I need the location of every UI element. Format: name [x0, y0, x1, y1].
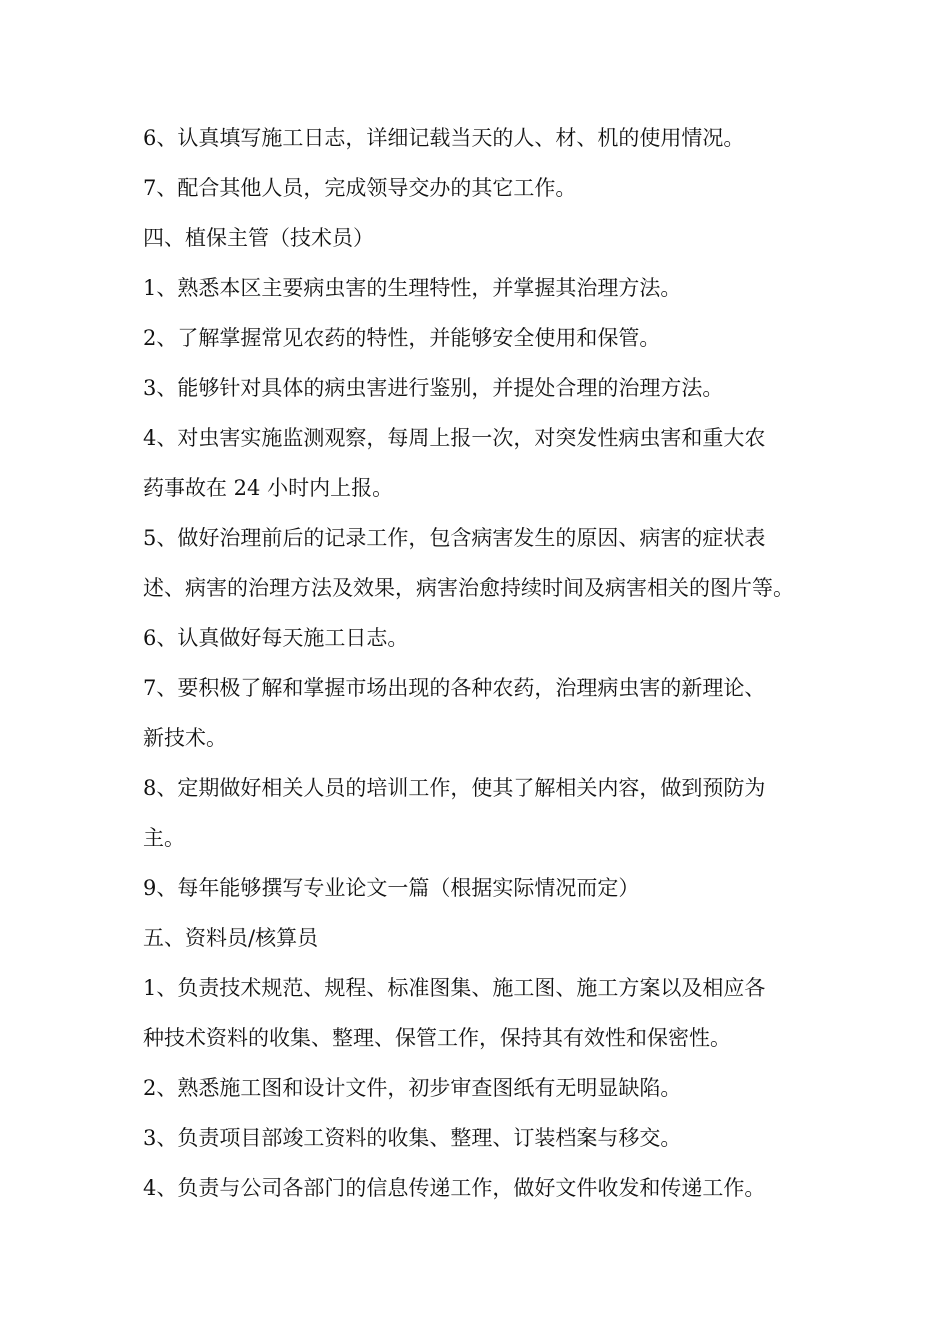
body-line: 1、熟悉本区主要病虫害的生理特性，并掌握其治理方法。	[143, 276, 682, 300]
body-line: 2、熟悉施工图和设计文件，初步审查图纸有无明显缺陷。	[143, 1076, 682, 1100]
body-line: 4、对虫害实施监测观察，每周上报一次，对突发性病虫害和重大农	[143, 426, 766, 450]
body-line: 8、定期做好相关人员的培训工作，使其了解相关内容，做到预防为	[143, 776, 766, 800]
body-line: 7、配合其他人员，完成领导交办的其它工作。	[143, 176, 577, 200]
document-body	[143, 113, 815, 1213]
body-line: 1、负责技术规范、规程、标准图集、施工图、施工方案以及相应各	[143, 976, 766, 1000]
section-heading: 五、资料员/核算员	[143, 926, 319, 950]
body-line: 9、每年能够撰写专业论文一篇（根据实际情况而定）	[143, 876, 640, 900]
body-line: 2、了解掌握常见农药的特性，并能够安全使用和保管。	[143, 326, 661, 350]
body-line: 新技术。	[143, 726, 227, 750]
body-line: 述、病害的治理方法及效果，病害治愈持续时间及病害相关的图片等。	[143, 576, 794, 600]
body-line: 4、负责与公司各部门的信息传递工作，做好文件收发和传递工作。	[143, 1176, 766, 1200]
body-line: 7、要积极了解和掌握市场出现的各种农药，治理病虫害的新理论、	[143, 676, 766, 700]
section-heading: 四、植保主管（技术员）	[143, 226, 374, 250]
body-line: 5、做好治理前后的记录工作，包含病害发生的原因、病害的症状表	[143, 526, 766, 550]
body-line: 6、认真填写施工日志，详细记载当天的人、材、机的使用情况。	[143, 126, 745, 150]
body-line: 药事故在 24 小时内上报。	[143, 476, 394, 500]
body-line: 主。	[143, 826, 185, 850]
body-line: 种技术资料的收集、整理、保管工作，保持其有效性和保密性。	[143, 1026, 731, 1050]
body-line: 6、认真做好每天施工日志。	[143, 626, 409, 650]
body-line: 3、能够针对具体的病虫害进行鉴别，并提处合理的治理方法。	[143, 376, 724, 400]
body-line: 3、负责项目部竣工资料的收集、整理、订装档案与移交。	[143, 1126, 682, 1150]
